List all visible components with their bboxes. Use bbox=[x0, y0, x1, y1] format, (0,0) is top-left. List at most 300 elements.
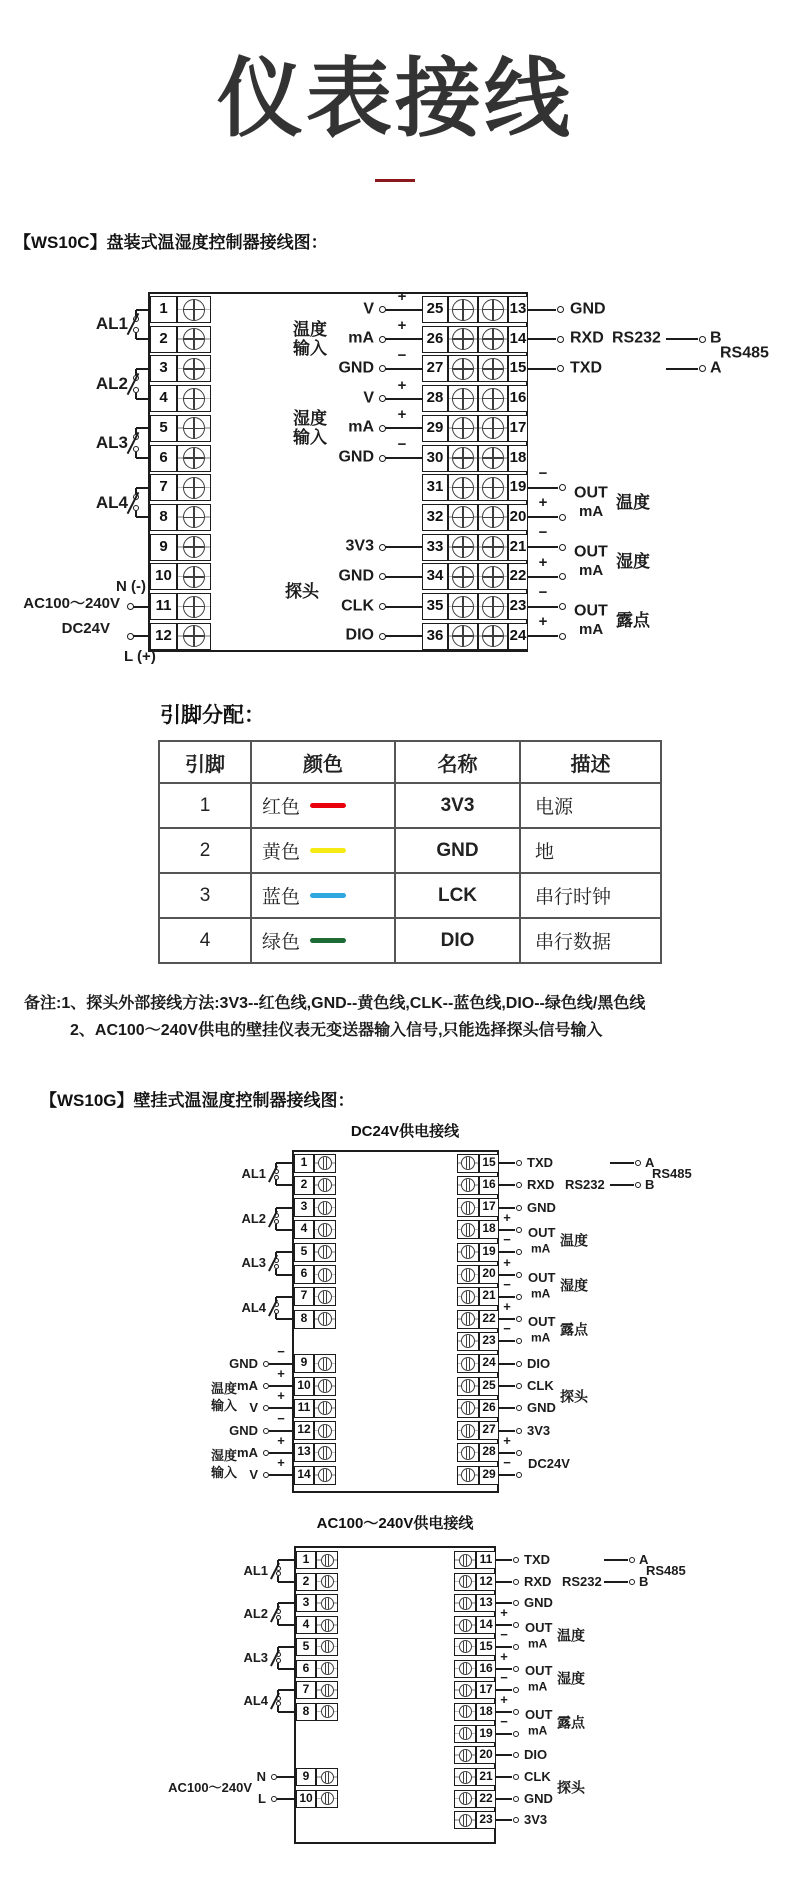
polarity-sign: − bbox=[503, 1321, 511, 1337]
polarity-sign: + bbox=[397, 317, 407, 335]
table-row bbox=[159, 918, 661, 963]
wire bbox=[136, 457, 150, 459]
screw-icon bbox=[183, 506, 205, 528]
terminal-group-label: 输入 bbox=[293, 427, 327, 447]
signal-desc: 串行时钟 bbox=[520, 873, 661, 918]
wire-color-swatch bbox=[310, 803, 346, 808]
polarity-sign: − bbox=[277, 1343, 285, 1359]
screw-icon bbox=[318, 1223, 332, 1237]
wire bbox=[278, 1668, 296, 1670]
polarity-sign: + bbox=[503, 1210, 511, 1226]
terminal-screw bbox=[316, 1573, 338, 1591]
wire bbox=[276, 1184, 294, 1186]
screw-slot bbox=[323, 1179, 325, 1191]
screw-slot bbox=[466, 1555, 468, 1566]
relay-contact-dot bbox=[133, 327, 139, 333]
wire bbox=[528, 487, 558, 489]
terminal-screw bbox=[457, 1354, 479, 1373]
signal-label: CLK bbox=[341, 597, 374, 615]
wire bbox=[499, 1162, 515, 1164]
polarity-sign: + bbox=[277, 1366, 285, 1382]
output-unit-label: mA bbox=[531, 1330, 551, 1345]
wire-color-cell bbox=[251, 828, 395, 873]
output-unit-label: mA bbox=[528, 1636, 548, 1651]
screw-slot bbox=[469, 1469, 471, 1481]
page-title: 仪表接线 bbox=[217, 51, 573, 147]
connection-dot bbox=[557, 336, 564, 343]
ws10g-section-heading: 【WS10G】壁挂式温湿度控制器接线图： bbox=[40, 1091, 355, 1110]
wire bbox=[604, 1581, 628, 1583]
terminal-number: 12 bbox=[150, 623, 177, 650]
signal-name: LCK bbox=[395, 873, 520, 918]
terminal-number: 26 bbox=[479, 1399, 499, 1418]
signal-label: 3V3 bbox=[345, 537, 374, 555]
wire bbox=[385, 606, 422, 608]
terminal-number: 2 bbox=[294, 1176, 314, 1195]
screw-slot bbox=[328, 1706, 330, 1717]
connection-dot bbox=[557, 365, 564, 372]
wire bbox=[278, 1559, 296, 1561]
terminal-screw bbox=[314, 1243, 336, 1262]
terminal-number: 27 bbox=[422, 355, 448, 382]
screw-slot bbox=[469, 1179, 471, 1191]
wire bbox=[528, 309, 556, 311]
terminal-group-label: 湿度 bbox=[293, 408, 327, 428]
signal-label: mA bbox=[348, 418, 374, 436]
wire bbox=[528, 338, 556, 340]
output-unit-label: mA bbox=[531, 1286, 551, 1301]
terminal-number: 27 bbox=[479, 1421, 499, 1440]
terminal-number: 18 bbox=[508, 445, 528, 472]
signal-label: mA bbox=[237, 1445, 258, 1461]
screw-slot bbox=[466, 1750, 468, 1761]
screw-icon bbox=[183, 477, 205, 499]
wire-color-cell bbox=[251, 918, 395, 963]
terminal-number: 6 bbox=[150, 445, 177, 472]
wire bbox=[499, 1430, 515, 1432]
note-line-2: 2、AC100～240V供电的壁挂仪表无变送器输入信号,只能选择探头信号输入 bbox=[70, 1022, 603, 1039]
connection-dot bbox=[516, 1361, 522, 1367]
connection-dot bbox=[516, 1428, 522, 1434]
wire bbox=[499, 1385, 515, 1387]
screw-icon bbox=[318, 1268, 332, 1282]
terminal-screw bbox=[454, 1768, 476, 1786]
comm-label: TXD bbox=[570, 359, 602, 377]
polarity-sign: − bbox=[538, 464, 548, 482]
terminal-number: 15 bbox=[508, 355, 528, 382]
wire bbox=[136, 516, 150, 518]
wire bbox=[528, 546, 558, 548]
output-category-label: 露点 bbox=[560, 1321, 588, 1338]
screw-slot bbox=[466, 1728, 468, 1739]
terminal-screw bbox=[457, 1154, 479, 1173]
polarity-sign: + bbox=[500, 1605, 508, 1621]
connection-dot bbox=[516, 1383, 522, 1389]
terminal-number: 16 bbox=[508, 385, 528, 412]
wire-color-name: 绿色 bbox=[262, 932, 301, 953]
connection-dot bbox=[516, 1182, 522, 1188]
signal-label: GND bbox=[338, 567, 374, 585]
connection-dot bbox=[516, 1160, 522, 1166]
wire bbox=[135, 393, 137, 399]
terminal-number: 36 bbox=[422, 623, 448, 650]
terminal-number: 23 bbox=[508, 593, 528, 620]
wire bbox=[136, 309, 150, 311]
terminal-group-label: 输入 bbox=[210, 1464, 237, 1480]
connection-dot bbox=[513, 1731, 519, 1737]
screw-slot bbox=[466, 1772, 468, 1783]
wire bbox=[278, 1602, 296, 1604]
wire bbox=[276, 1296, 294, 1298]
connection-dot bbox=[699, 365, 706, 372]
connection-dot bbox=[557, 306, 564, 313]
wire bbox=[385, 398, 422, 400]
screw-slot bbox=[323, 1157, 325, 1169]
connection-dot bbox=[516, 1338, 522, 1344]
rs485-terminal-label: B bbox=[645, 1177, 655, 1193]
rs485-terminal-label: A bbox=[645, 1155, 655, 1171]
wire bbox=[275, 1179, 277, 1185]
screw-slot bbox=[328, 1793, 330, 1804]
rs232-label: RS232 bbox=[562, 1573, 602, 1589]
col-header-name: 名称 bbox=[395, 741, 520, 783]
polarity-sign: + bbox=[397, 406, 407, 424]
terminal-number: 15 bbox=[476, 1638, 496, 1656]
screw-slot bbox=[328, 1576, 330, 1587]
terminal-screw bbox=[457, 1176, 479, 1195]
relay-contact-dot bbox=[274, 1309, 279, 1314]
polarity-sign: − bbox=[538, 583, 548, 601]
polarity-sign: − bbox=[500, 1670, 508, 1686]
screw-slot bbox=[328, 1772, 330, 1783]
terminal-screw bbox=[454, 1811, 476, 1829]
connection-dot bbox=[559, 573, 566, 580]
output-label: OUT bbox=[525, 1620, 553, 1636]
terminal-screw bbox=[316, 1551, 338, 1569]
wire bbox=[496, 1668, 512, 1670]
screw-icon bbox=[459, 1771, 472, 1784]
terminal-number: 31 bbox=[422, 474, 448, 501]
wire-color-swatch bbox=[310, 938, 346, 943]
wire bbox=[385, 635, 422, 637]
wire bbox=[496, 1754, 512, 1756]
screw-icon bbox=[321, 1771, 334, 1784]
screw-slot bbox=[325, 1772, 327, 1783]
screw-slot bbox=[466, 1576, 468, 1587]
rs232-label: RS232 bbox=[565, 1177, 605, 1193]
relay-label: AL4 bbox=[95, 492, 128, 512]
wire bbox=[278, 1624, 296, 1626]
terminal-number: 4 bbox=[150, 385, 177, 412]
note-line-1: 备注:1、探头外部接线方法:3V3--红色线,GND--黄色线,CLK--蓝色线,DIO--绿色线/黑色线 bbox=[24, 995, 646, 1012]
screw-icon bbox=[461, 1156, 475, 1170]
terminal-group-label: 温度 bbox=[293, 319, 327, 339]
comm-label: GND bbox=[524, 1790, 553, 1806]
terminal-number: 9 bbox=[294, 1354, 314, 1373]
wire bbox=[496, 1624, 512, 1626]
screw-slot bbox=[463, 1815, 465, 1826]
terminal-screw bbox=[177, 474, 211, 501]
wire bbox=[499, 1363, 515, 1365]
polarity-sign: + bbox=[538, 494, 548, 512]
output-label: OUT bbox=[525, 1706, 553, 1722]
screw-slot bbox=[325, 1598, 327, 1609]
terminal-number: 10 bbox=[296, 1790, 316, 1808]
terminal-number: 8 bbox=[150, 504, 177, 531]
screw-icon bbox=[318, 1156, 332, 1170]
wire bbox=[385, 546, 422, 548]
terminal-screw bbox=[314, 1310, 336, 1329]
screw-icon bbox=[461, 1468, 475, 1482]
terminal-number: 21 bbox=[508, 534, 528, 561]
wire bbox=[528, 635, 558, 637]
wire bbox=[666, 338, 698, 340]
wire bbox=[277, 1798, 296, 1800]
screw-slot bbox=[466, 1793, 468, 1804]
polarity-sign: + bbox=[277, 1455, 285, 1471]
connection-dot bbox=[513, 1557, 519, 1563]
wire bbox=[277, 1619, 279, 1625]
screw-slot bbox=[463, 1793, 465, 1804]
wire bbox=[135, 511, 137, 517]
screw-slot bbox=[466, 1469, 468, 1481]
probe-label: 探头 bbox=[557, 1779, 585, 1796]
terminal-number: 22 bbox=[476, 1790, 496, 1808]
wire bbox=[276, 1207, 294, 1209]
polarity-sign: − bbox=[503, 1276, 511, 1292]
wire bbox=[499, 1452, 515, 1454]
comm-label: TXD bbox=[524, 1552, 550, 1568]
wire bbox=[276, 1274, 294, 1276]
screw-icon bbox=[318, 1201, 332, 1215]
screw-slot bbox=[466, 1815, 468, 1826]
polarity-sign: + bbox=[277, 1388, 285, 1404]
wire bbox=[499, 1407, 515, 1409]
screw-icon bbox=[321, 1705, 334, 1718]
terminal-number: 4 bbox=[296, 1616, 316, 1634]
polarity-sign: − bbox=[397, 347, 407, 365]
polarity-sign: − bbox=[500, 1626, 508, 1642]
polarity-sign: − bbox=[500, 1713, 508, 1729]
wire-color-cell bbox=[251, 873, 395, 918]
terminal-group-label: 输入 bbox=[293, 338, 327, 358]
terminal-number: 9 bbox=[296, 1768, 316, 1786]
connection-dot bbox=[516, 1227, 522, 1233]
wire bbox=[136, 487, 150, 489]
comm-label: GND bbox=[570, 300, 606, 318]
terminal-number: 8 bbox=[296, 1703, 316, 1721]
wire bbox=[276, 1162, 294, 1164]
relay-label: AL3 bbox=[95, 433, 128, 453]
comm-label: DIO bbox=[527, 1355, 551, 1371]
polarity-sign: − bbox=[277, 1410, 285, 1426]
signal-label: GND bbox=[229, 1355, 258, 1371]
wire-color-swatch bbox=[310, 848, 346, 853]
pin-assignment-table bbox=[158, 740, 662, 964]
terminal-screw bbox=[454, 1790, 476, 1808]
terminal-number: 4 bbox=[294, 1220, 314, 1239]
screw-slot bbox=[325, 1793, 327, 1804]
comm-label: CLK bbox=[524, 1769, 551, 1785]
polarity-sign: + bbox=[538, 553, 548, 571]
output-category-label: 温度 bbox=[616, 492, 650, 512]
power-label: L (+) bbox=[124, 648, 156, 666]
screw-slot bbox=[469, 1402, 471, 1414]
pin-number: 1 bbox=[159, 783, 251, 828]
wire bbox=[275, 1224, 277, 1230]
screw-slot bbox=[325, 1576, 327, 1587]
screw-slot bbox=[325, 1663, 327, 1674]
wire bbox=[278, 1646, 296, 1648]
output-label: OUT bbox=[525, 1663, 553, 1679]
screw-slot bbox=[325, 1685, 327, 1696]
wire bbox=[610, 1184, 634, 1186]
terminal-number: 29 bbox=[479, 1466, 499, 1485]
terminal-screw bbox=[316, 1681, 338, 1699]
terminal-screw bbox=[314, 1265, 336, 1284]
relay-label: AL1 bbox=[243, 1563, 268, 1579]
terminal-number: 20 bbox=[508, 504, 528, 531]
connection-dot bbox=[635, 1182, 641, 1188]
relay-label: AL1 bbox=[95, 314, 128, 334]
output-unit-label: mA bbox=[579, 621, 604, 639]
connection-dot bbox=[513, 1752, 519, 1758]
comm-label: TXD bbox=[527, 1155, 553, 1171]
power-label: N bbox=[256, 1769, 266, 1785]
comm-label: GND bbox=[524, 1595, 553, 1611]
terminal-number: 12 bbox=[294, 1421, 314, 1440]
col-header-color: 颜色 bbox=[251, 741, 395, 783]
connection-dot bbox=[513, 1774, 519, 1780]
connection-dot bbox=[559, 633, 566, 640]
screw-icon bbox=[459, 1792, 472, 1805]
wire bbox=[277, 1663, 279, 1669]
wire bbox=[385, 457, 422, 459]
wire bbox=[385, 309, 422, 311]
screw-slot bbox=[325, 1641, 327, 1652]
terminal-number: 14 bbox=[508, 326, 528, 353]
terminal-number: 26 bbox=[422, 326, 448, 353]
terminal-number: 21 bbox=[479, 1287, 499, 1306]
screw-icon bbox=[461, 1357, 475, 1371]
screw-slot bbox=[463, 1772, 465, 1783]
screw-icon bbox=[459, 1749, 472, 1762]
screw-icon bbox=[321, 1662, 334, 1675]
screw-icon bbox=[321, 1792, 334, 1805]
wire bbox=[499, 1474, 515, 1476]
wire bbox=[276, 1251, 294, 1253]
terminal-number: 17 bbox=[508, 415, 528, 442]
relay-contact-dot bbox=[274, 1219, 279, 1224]
output-category-label: 露点 bbox=[616, 611, 650, 631]
polarity-sign: + bbox=[503, 1254, 511, 1270]
ws10c-section-heading: 【WS10C】盘装式温湿度控制器接线图： bbox=[14, 233, 328, 252]
terminal-number: 25 bbox=[422, 296, 448, 323]
comm-label: DIO bbox=[524, 1747, 548, 1763]
screw-icon bbox=[461, 1334, 475, 1348]
power-label: N (-) bbox=[116, 578, 146, 596]
terminal-number: 17 bbox=[476, 1681, 496, 1699]
relay-label: AL3 bbox=[241, 1255, 266, 1271]
terminal-screw bbox=[457, 1399, 479, 1418]
comm-label: 3V3 bbox=[527, 1422, 551, 1438]
terminal-number: 22 bbox=[508, 563, 528, 590]
wire-color-name: 红色 bbox=[262, 797, 301, 818]
connection-dot bbox=[699, 336, 706, 343]
probe-group-label: 探头 bbox=[285, 581, 319, 601]
wire bbox=[499, 1229, 515, 1231]
screw-slot bbox=[328, 1641, 330, 1652]
signal-name: DIO bbox=[395, 918, 520, 963]
terminal-screw bbox=[457, 1377, 479, 1396]
screw-icon bbox=[321, 1575, 334, 1588]
screw-icon bbox=[461, 1379, 475, 1393]
wire bbox=[278, 1581, 296, 1583]
terminal-screw bbox=[316, 1638, 338, 1656]
rs232-label: RS232 bbox=[612, 329, 661, 347]
terminal-number: 6 bbox=[296, 1660, 316, 1678]
relay-label: AL2 bbox=[95, 373, 128, 393]
output-label: OUT bbox=[574, 484, 608, 502]
screw-icon bbox=[461, 1178, 475, 1192]
terminal-number: 5 bbox=[294, 1243, 314, 1262]
relay-label: AL2 bbox=[243, 1606, 268, 1622]
wire bbox=[269, 1430, 294, 1432]
screw-slot bbox=[323, 1291, 325, 1303]
wire bbox=[135, 333, 137, 339]
rs485-label: RS485 bbox=[720, 344, 769, 362]
wire bbox=[499, 1296, 515, 1298]
relay-contact-dot bbox=[274, 1264, 279, 1269]
table-row bbox=[159, 783, 661, 828]
terminal-number: 19 bbox=[508, 474, 528, 501]
output-unit-label: mA bbox=[531, 1241, 551, 1256]
screw-slot bbox=[463, 1750, 465, 1761]
screw-slot bbox=[193, 478, 195, 498]
connection-dot bbox=[513, 1817, 519, 1823]
terminal-number: 33 bbox=[422, 534, 448, 561]
terminal-number: 1 bbox=[150, 296, 177, 323]
pin-number: 2 bbox=[159, 828, 251, 873]
terminal-number: 9 bbox=[150, 534, 177, 561]
terminal-group-label: 湿度 bbox=[210, 1447, 237, 1463]
table-row bbox=[159, 828, 661, 873]
terminal-number: 5 bbox=[150, 415, 177, 442]
comm-label: RXD bbox=[524, 1573, 552, 1589]
terminal-number: 32 bbox=[422, 504, 448, 531]
relay-label: AL4 bbox=[243, 1693, 268, 1709]
terminal-screw bbox=[454, 1746, 476, 1764]
screw-slot bbox=[328, 1555, 330, 1566]
screw-icon bbox=[321, 1684, 334, 1697]
terminal-number: 6 bbox=[294, 1265, 314, 1284]
screw-slot bbox=[469, 1380, 471, 1392]
terminal-number: 28 bbox=[479, 1443, 499, 1462]
signal-label: V bbox=[363, 389, 374, 407]
terminal-number: 11 bbox=[150, 593, 177, 620]
terminal-number: 23 bbox=[479, 1332, 499, 1351]
terminal-number: 25 bbox=[479, 1377, 499, 1396]
terminal-number: 23 bbox=[476, 1811, 496, 1829]
screw-slot bbox=[326, 1157, 328, 1169]
screw-slot bbox=[328, 1685, 330, 1696]
screw-icon bbox=[461, 1401, 475, 1415]
connection-dot bbox=[516, 1272, 522, 1278]
wire bbox=[528, 606, 558, 608]
output-label: OUT bbox=[528, 1314, 556, 1330]
signal-label: V bbox=[249, 1400, 258, 1416]
screw-slot bbox=[328, 1598, 330, 1609]
